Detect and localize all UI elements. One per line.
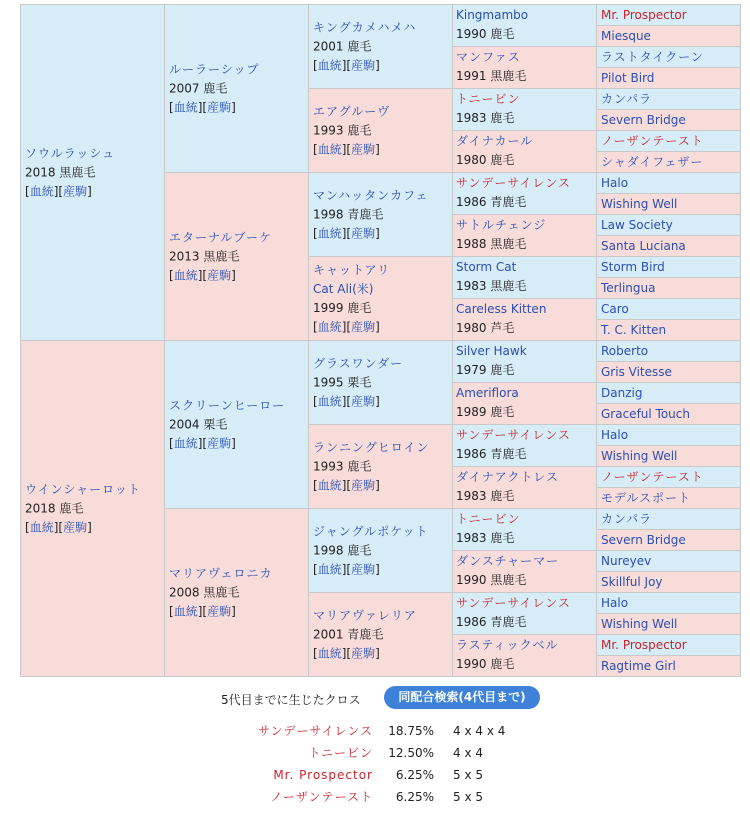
pedigree-cell-g5 [596,46,741,68]
pedigree-cell-g4 [452,466,597,509]
cross-percentage: 6.25% [395,790,434,804]
cross-horse-link[interactable]: Mr. Prospector [273,768,373,782]
bracket-close: ] [341,562,347,576]
horse-name-link[interactable]: Severn Bridge [601,533,686,547]
horse-info: 1980 芦毛 [456,321,515,335]
pedigree-cell-g5 [596,172,741,194]
bracket-close: ] [375,319,380,334]
pedigree-cell-g4 [452,340,597,383]
bracket-close: ] [87,184,92,198]
pedigree-cell-g3 [308,508,453,593]
horse-name-link[interactable]: Storm Cat [456,260,517,274]
pedigree-cell-g5 [596,424,741,446]
bracket-close: ] [231,100,236,114]
horse-info: 1991 黒鹿毛 [456,69,527,83]
horse-name-link[interactable]: サトルチェンジ [456,218,547,232]
horse-info: 2018 鹿毛 [25,501,84,515]
horse-info: 2004 栗毛 [169,417,228,431]
horse-info: 1986 青鹿毛 [456,195,527,209]
bracket-open: [ [169,436,174,450]
horse-name-link[interactable]: Halo [601,596,629,610]
cross-generations: 4 x 4 x 4 [453,724,506,738]
bracket-close: ] [197,268,203,282]
horse-name-link[interactable]: ノーザンテースト [601,470,704,484]
pedigree-cell-g5 [596,361,741,383]
pedigree-cell-g5 [596,403,741,425]
pedigree-cell-g4 [452,424,597,467]
pedigree-cell-g4 [452,256,597,299]
pedigree-cell-g5 [596,4,741,26]
horse-name-link[interactable]: サンデーサイレンス [456,596,571,610]
bracket-open: [ [169,604,174,618]
horse-info: 2008 黒鹿毛 [169,585,240,599]
horse-name-link[interactable]: マリアヴァレリア [313,608,417,622]
horse-links [313,56,450,75]
horse-name-link[interactable]: Mr. Prospector [601,638,687,652]
horse-name-link[interactable]: サンデーサイレンス [456,176,571,190]
horse-name-link[interactable]: ソウルラッシュ [25,146,116,160]
pedigree-cell-g5 [596,466,741,488]
offspring-link[interactable]: 産駒 [207,100,232,114]
horse-name-link[interactable]: T. C. Kitten [601,323,667,337]
horse-name-link[interactable]: エターナルブーケ [169,230,273,244]
cross-row [0,721,750,741]
pedigree-cell-g4 [452,382,597,425]
horse-name-link[interactable]: ラストタイクーン [601,50,704,64]
bloodline-link[interactable]: 血統 [173,100,198,114]
bracket-open: [ [58,520,64,534]
bracket-close: ] [341,58,347,72]
horse-name-link[interactable]: グラスワンダー [313,356,404,370]
bracket-close: ] [341,646,347,660]
bracket-close: ] [375,646,380,660]
cross-title: 5代目までに生じたクロス [221,693,361,707]
pedigree-cell-g5 [596,340,741,362]
same-mating-search-button[interactable]: 同配合検索(4代目まで) [384,686,540,709]
pedigree-cell-g5 [596,214,741,236]
pedigree-cell-g4 [452,550,597,593]
horse-name-link[interactable]: トニービン [456,92,521,106]
bracket-close: ] [341,319,347,334]
pedigree-cell-g5 [596,571,741,593]
horse-name-link[interactable]: Wishing Well [601,617,678,631]
bracket-close: ] [341,394,347,408]
horse-name-link[interactable]: ランニングヒロイン [313,440,430,454]
horse-name-link[interactable]: Wishing Well [601,449,678,463]
bloodline-link[interactable]: 血統 [29,184,54,198]
horse-name-link[interactable]: Ameriflora [456,386,519,400]
pedigree-cell-g3 [308,256,453,341]
horse-name-link[interactable]: ノーザンテースト [601,134,704,148]
pedigree-cell-g2 [164,172,309,341]
horse-info: 2007 鹿毛 [169,81,228,95]
offspring-link[interactable]: 産駒 [351,142,376,156]
cross-percentage: 6.25% [395,768,434,782]
horse-name-link[interactable]: Gris Vitesse [601,365,672,379]
bracket-open: [ [346,562,352,576]
horse-name-link[interactable]: Nureyev [601,554,652,568]
horse-name-link[interactable]: カンパラ [601,512,653,526]
pedigree-cell-g1 [20,4,165,341]
pedigree-cell-g5 [596,613,741,635]
cross-horse-link[interactable]: ノーザンテースト [270,790,373,804]
pedigree-cell-g5 [596,382,741,404]
cross-horse-link[interactable]: サンデーサイレンス [258,724,373,738]
bracket-open: [ [346,646,352,660]
offspring-link[interactable]: 産駒 [207,604,232,618]
offspring-link[interactable]: 産駒 [63,520,88,534]
bracket-open: [ [346,226,352,240]
horse-name-link[interactable]: キングカメハメハ [313,20,417,34]
pedigree-cell-g2 [164,340,309,509]
horse-name-link[interactable]: Kingmambo [456,8,529,22]
pedigree-cell-g5 [596,487,741,509]
bloodline-link[interactable]: 血統 [29,520,54,534]
bracket-open: [ [313,478,318,492]
pedigree-cell-g3 [308,592,453,677]
offspring-link[interactable]: 産駒 [351,58,376,72]
pedigree-cell-g3 [308,424,453,509]
horse-links [169,434,306,453]
bloodline-link[interactable]: 血統 [317,562,342,576]
horse-name-link[interactable]: Wishing Well [601,197,678,211]
horse-info: 1993 鹿毛 [313,459,372,473]
cross-row [0,743,750,763]
offspring-link[interactable]: 産駒 [351,478,376,492]
horse-info: 1983 鹿毛 [456,489,515,503]
horse-info: 1983 鹿毛 [456,531,515,545]
horse-info: 2013 黒鹿毛 [169,249,240,263]
horse-links [313,476,450,495]
bracket-close: ] [197,436,203,450]
pedigree-cell-g4 [452,46,597,89]
horse-links [313,140,450,159]
bracket-close: ] [53,520,59,534]
horse-name-link[interactable]: Halo [601,428,629,442]
horse-info: 2018 黒鹿毛 [25,165,96,179]
bracket-open: [ [346,394,352,408]
horse-links [169,602,306,621]
bloodline-link[interactable]: 血統 [173,436,198,450]
bracket-open: [ [169,100,174,114]
bloodline-link[interactable]: 血統 [173,604,198,618]
bracket-close: ] [375,142,380,156]
bracket-close: ] [375,478,380,492]
pedigree-cell-g3 [308,172,453,257]
horse-name-link[interactable]: エアグルーヴ [313,104,391,118]
horse-links [313,560,450,579]
bracket-open: [ [313,142,318,156]
offspring-link[interactable]: 産駒 [207,268,232,282]
horse-info: 1988 黒鹿毛 [456,237,527,251]
bracket-close: ] [197,100,203,114]
horse-name-link[interactable]: ラスティックベル [456,638,559,652]
horse-info: 1998 鹿毛 [313,543,372,557]
pedigree-cell-g4 [452,634,597,677]
cross-row [0,787,750,807]
pedigree-cell-g4 [452,592,597,635]
bracket-open: [ [25,520,30,534]
bloodline-link[interactable]: 血統 [317,478,342,492]
horse-name-link[interactable]: マンファス [456,50,521,64]
bloodline-link[interactable]: 血統 [317,142,342,156]
horse-info: 2001 青鹿毛 [313,627,384,641]
pedigree-cell-g4 [452,172,597,215]
pedigree-cell-g5 [596,298,741,320]
cross-generations: 5 x 5 [453,768,483,782]
pedigree-cell-g5 [596,109,741,131]
horse-info: 1983 鹿毛 [456,111,515,125]
cross-horse-link[interactable]: トニービン [308,746,373,760]
horse-info: 1990 鹿毛 [456,657,515,671]
pedigree-cell-g5 [596,235,741,257]
horse-name-link[interactable]: サンデーサイレンス [456,428,571,442]
horse-name-link[interactable]: モデルスポート [601,491,692,505]
bracket-open: [ [313,58,318,72]
horse-name-link[interactable]: ルーラーシップ [169,62,260,76]
horse-links [169,266,306,285]
horse-alt-name-link[interactable]: Cat Ali(米) [313,281,374,296]
pedigree-cell-g5 [596,25,741,47]
horse-name-link[interactable]: ウインシャーロット [25,482,141,496]
horse-info: 1998 青鹿毛 [313,207,384,221]
pedigree-cell-g5 [596,319,741,341]
cross-percentage: 18.75% [388,724,434,738]
horse-links [25,518,162,537]
pedigree-cell-g5 [596,193,741,215]
pedigree-cell-g4 [452,130,597,173]
bloodline-link[interactable]: 血統 [317,319,342,334]
pedigree-cell-g5 [596,445,741,467]
cross-generations: 5 x 5 [453,790,483,804]
horse-name-link[interactable]: Danzig [601,386,643,400]
horse-name-link[interactable]: Miesque [601,29,651,43]
horse-links [313,392,450,411]
horse-name-link[interactable]: Storm Bird [601,260,665,274]
horse-info: 1989 鹿毛 [456,405,515,419]
horse-info: 1999 鹿毛 [313,300,372,315]
bracket-close: ] [375,226,380,240]
horse-name-link[interactable]: Terlingua [601,281,656,295]
pedigree-cell-g5 [596,67,741,89]
pedigree-cell-g3 [308,88,453,173]
pedigree-cell-g5 [596,277,741,299]
pedigree-cell-g5 [596,508,741,530]
offspring-link[interactable]: 産駒 [351,226,376,240]
pedigree-cell-g2 [164,4,309,173]
horse-name-link[interactable]: ジャングルポケット [313,524,429,538]
horse-links [169,98,306,117]
pedigree-cell-g5 [596,655,741,677]
bracket-close: ] [375,58,380,72]
offspring-link[interactable]: 産駒 [351,646,376,660]
bracket-close: ] [231,268,236,282]
pedigree-cell-g4 [452,298,597,341]
pedigree-cell-g3 [308,340,453,425]
horse-name-link[interactable]: Halo [601,176,629,190]
horse-name-link[interactable]: Skillful Joy [601,575,663,589]
horse-name-link[interactable]: Ragtime Girl [601,659,676,673]
bracket-close: ] [341,226,347,240]
pedigree-table [20,4,740,676]
horse-name-link[interactable]: スクリーンヒーロー [169,398,286,412]
bracket-open: [ [313,319,318,334]
bloodline-link[interactable]: 血統 [317,226,342,240]
horse-info: 1986 青鹿毛 [456,615,527,629]
bracket-close: ] [87,520,92,534]
pedigree-cell-g3 [308,4,453,89]
horse-info: 1990 鹿毛 [456,27,515,41]
horse-links [25,182,162,201]
pedigree-cell-g5 [596,130,741,152]
horse-name-link[interactable]: Graceful Touch [601,407,690,421]
pedigree-cell-g4 [452,4,597,47]
horse-name-link[interactable]: ダイナアクトレス [456,470,560,484]
offspring-link[interactable]: 産駒 [351,562,376,576]
pedigree-cell-g5 [596,634,741,656]
cross-row [0,765,750,785]
horse-links [313,224,450,243]
pedigree-cell-g5 [596,256,741,278]
bloodline-link[interactable]: 血統 [317,58,342,72]
cross-section [0,686,750,816]
offspring-link[interactable]: 産駒 [351,319,376,334]
pedigree-cell-g4 [452,508,597,551]
bracket-open: [ [58,184,64,198]
bracket-open: [ [202,604,208,618]
horse-name-link[interactable]: カンパラ [601,92,653,106]
horse-name-link[interactable]: Santa Luciana [601,239,686,253]
bracket-close: ] [53,184,59,198]
horse-name-link[interactable]: Careless Kitten [456,302,547,316]
horse-info: 1986 青鹿毛 [456,447,527,461]
bracket-close: ] [375,394,380,408]
bracket-close: ] [341,142,347,156]
horse-name-link[interactable]: シャダイフェザー [601,155,704,169]
pedigree-cell-g2 [164,508,309,677]
bracket-close: ] [231,436,236,450]
cross-generations: 4 x 4 [453,746,483,760]
horse-info: 1990 黒鹿毛 [456,573,527,587]
bracket-close: ] [375,562,380,576]
horse-name-link[interactable]: Silver Hawk [456,344,527,358]
offspring-link[interactable]: 産駒 [207,436,232,450]
horse-name-link[interactable]: トニービン [456,512,521,526]
pedigree-cell-g5 [596,529,741,551]
horse-name-link[interactable]: マリアヴェロニカ [169,566,273,580]
pedigree-cell-g5 [596,592,741,614]
bracket-open: [ [313,562,318,576]
horse-info: 1983 黒鹿毛 [456,279,527,293]
horse-name-link[interactable]: キャットアリ [313,262,391,277]
bracket-open: [ [346,319,352,334]
bracket-close: ] [197,604,203,618]
horse-name-link[interactable]: Severn Bridge [601,113,686,127]
bracket-open: [ [346,142,352,156]
bloodline-link[interactable]: 血統 [317,646,342,660]
pedigree-cell-g5 [596,550,741,572]
offspring-link[interactable]: 産駒 [63,184,88,198]
bracket-open: [ [202,436,208,450]
bracket-open: [ [25,184,30,198]
bracket-open: [ [169,268,174,282]
horse-info: 1993 鹿毛 [313,123,372,137]
bracket-close: ] [341,478,347,492]
horse-name-link[interactable]: Roberto [601,344,649,358]
horse-name-link[interactable]: ダイナカール [456,134,534,148]
cross-percentage: 12.50% [388,746,434,760]
horse-links [313,644,450,663]
bracket-close: ] [231,604,236,618]
pedigree-cell-g1 [20,340,165,677]
pedigree-cell-g4 [452,214,597,257]
pedigree-cell-g5 [596,88,741,110]
pedigree-cell-g5 [596,151,741,173]
horse-name-link[interactable]: マンハッタンカフェ [313,188,429,202]
horse-links [313,318,450,337]
horse-name-link[interactable]: Caro [601,302,629,316]
horse-info: 2001 鹿毛 [313,39,372,53]
bracket-open: [ [346,478,352,492]
horse-name-link[interactable]: Pilot Bird [601,71,655,85]
bracket-open: [ [202,100,208,114]
bracket-open: [ [313,226,318,240]
horse-name-link[interactable]: Mr. Prospector [601,8,687,22]
horse-info: 1980 鹿毛 [456,153,515,167]
bracket-open: [ [313,394,318,408]
horse-info: 1979 鹿毛 [456,363,515,377]
bloodline-link[interactable]: 血統 [173,268,198,282]
pedigree-cell-g4 [452,88,597,131]
bracket-open: [ [313,646,318,660]
bracket-open: [ [346,58,352,72]
bracket-open: [ [202,268,208,282]
horse-info: 1995 栗毛 [313,375,372,389]
horse-name-link[interactable]: ダンスチャーマー [456,554,560,568]
horse-name-link[interactable]: Law Society [601,218,673,232]
bloodline-link[interactable]: 血統 [317,394,342,408]
offspring-link[interactable]: 産駒 [351,394,376,408]
